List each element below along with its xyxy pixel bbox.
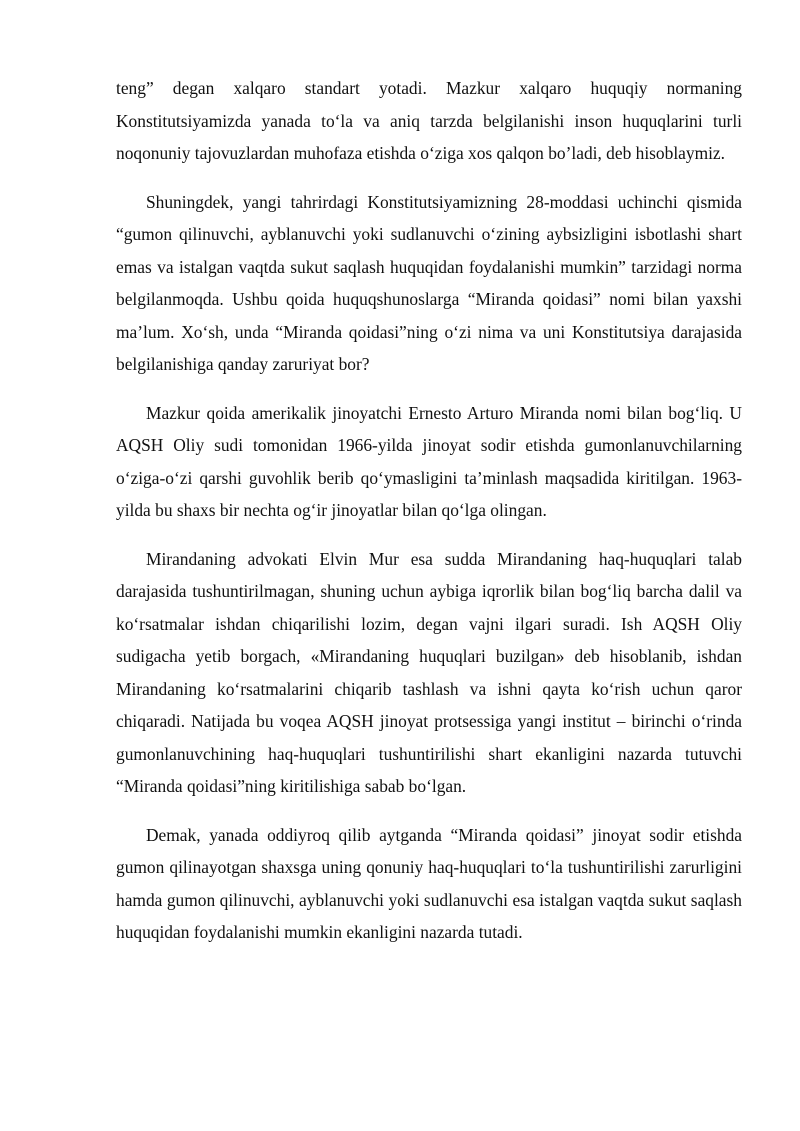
paragraph-continuation: teng” degan xalqaro standart yotadi. Mazkur xalqaro huquqiy normaning Konstitutsiyamizda yanada to‘la va aniq tarzda belgilanishi inson huquqlarini turli noqonuniy tajovuzlardan muhofaza etishda o‘ziga xos qalqon bo’ladi, deb hisoblaymiz.: [116, 78, 742, 163]
document-page: [116, 72, 742, 965]
paragraph-advocate: Mirandaning advokati Elvin Mur esa sudda Mirandaning haq-huquqlari talab darajasida tushuntirilmagan, shuning uchun aybiga iqrorlik bilan bog‘liq barcha dalil va ko‘rsatmalar ishdan chiqarilishi lozim, degan vajni ilgari suradi. Ish AQSH Oliy sudigacha yetib borgach, «Mirandaning huquqlari buzilgan» deb hisoblanib, ishdan Mirandaning ko‘rsatmalarini chiqarib tashlash va ishni qayta ko‘rish uchun qaror chiqaradi. Natijada bu voqea AQSH jinoyat protsessiga yangi institut – birinchi o‘rinda gumonlanuvchining haq-huquqlari tushuntirilishi shart ekanligini nazarda tutuvchi “Miranda qoidasi”ning kiritilishiga sabab bo‘lgan.: [116, 548, 742, 796]
paragraph-miranda-norm: Shuningdek, yangi tahrirdagi Konstitutsiyamizning 28-moddasi uchinchi qismida “gumon qilinuvchi, ayblanuvchi yoki sudlanuvchi o‘zining aybsizligini isbotlashi shart emas va istalgan vaqtda sukut saqlash huquqidan foydalanishi mumkin” tarzidagi norma belgilanmoqda. Ushbu qoida huquqshunoslarga “Miranda qoidasi” nomi bilan yaxshi ma’lum. Xo‘sh, unda “Miranda qoidasi”ning o‘zi nima va uni Konstitutsiya darajasida belgilanishiga qanday zaruriyat bor?: [116, 191, 742, 374]
paragraph-miranda-origin: Mazkur qoida amerikalik jinoyatchi Ernesto Arturo Miranda nomi bilan bog‘liq. U AQSH Oliy sudi tomonidan 1966-yilda jinoyat sodir etishda gumonlanuvchilarning o‘ziga-o‘zi qarshi guvohlik berib qo‘ymasligini ta’minlash maqsadida kiritilgan. 1963-yilda bu shaxs bir nechta og‘ir jinoyatlar bilan qo‘lga olingan.: [116, 402, 742, 520]
paragraph-conclusion: Demak, yanada oddiyroq qilib aytganda “Miranda qoidasi” jinoyat sodir etishda gumon qilinayotgan shaxsga uning qonuniy haq-huquqlari to‘la tushuntirilishi zarurligini hamda gumon qilinuvchi, ayblanuvchi yoki sudlanuvchi esa istalgan vaqtda sukut saqlash huquqidan foydalanishi mumkin ekanligini nazarda tutadi.: [116, 824, 742, 942]
